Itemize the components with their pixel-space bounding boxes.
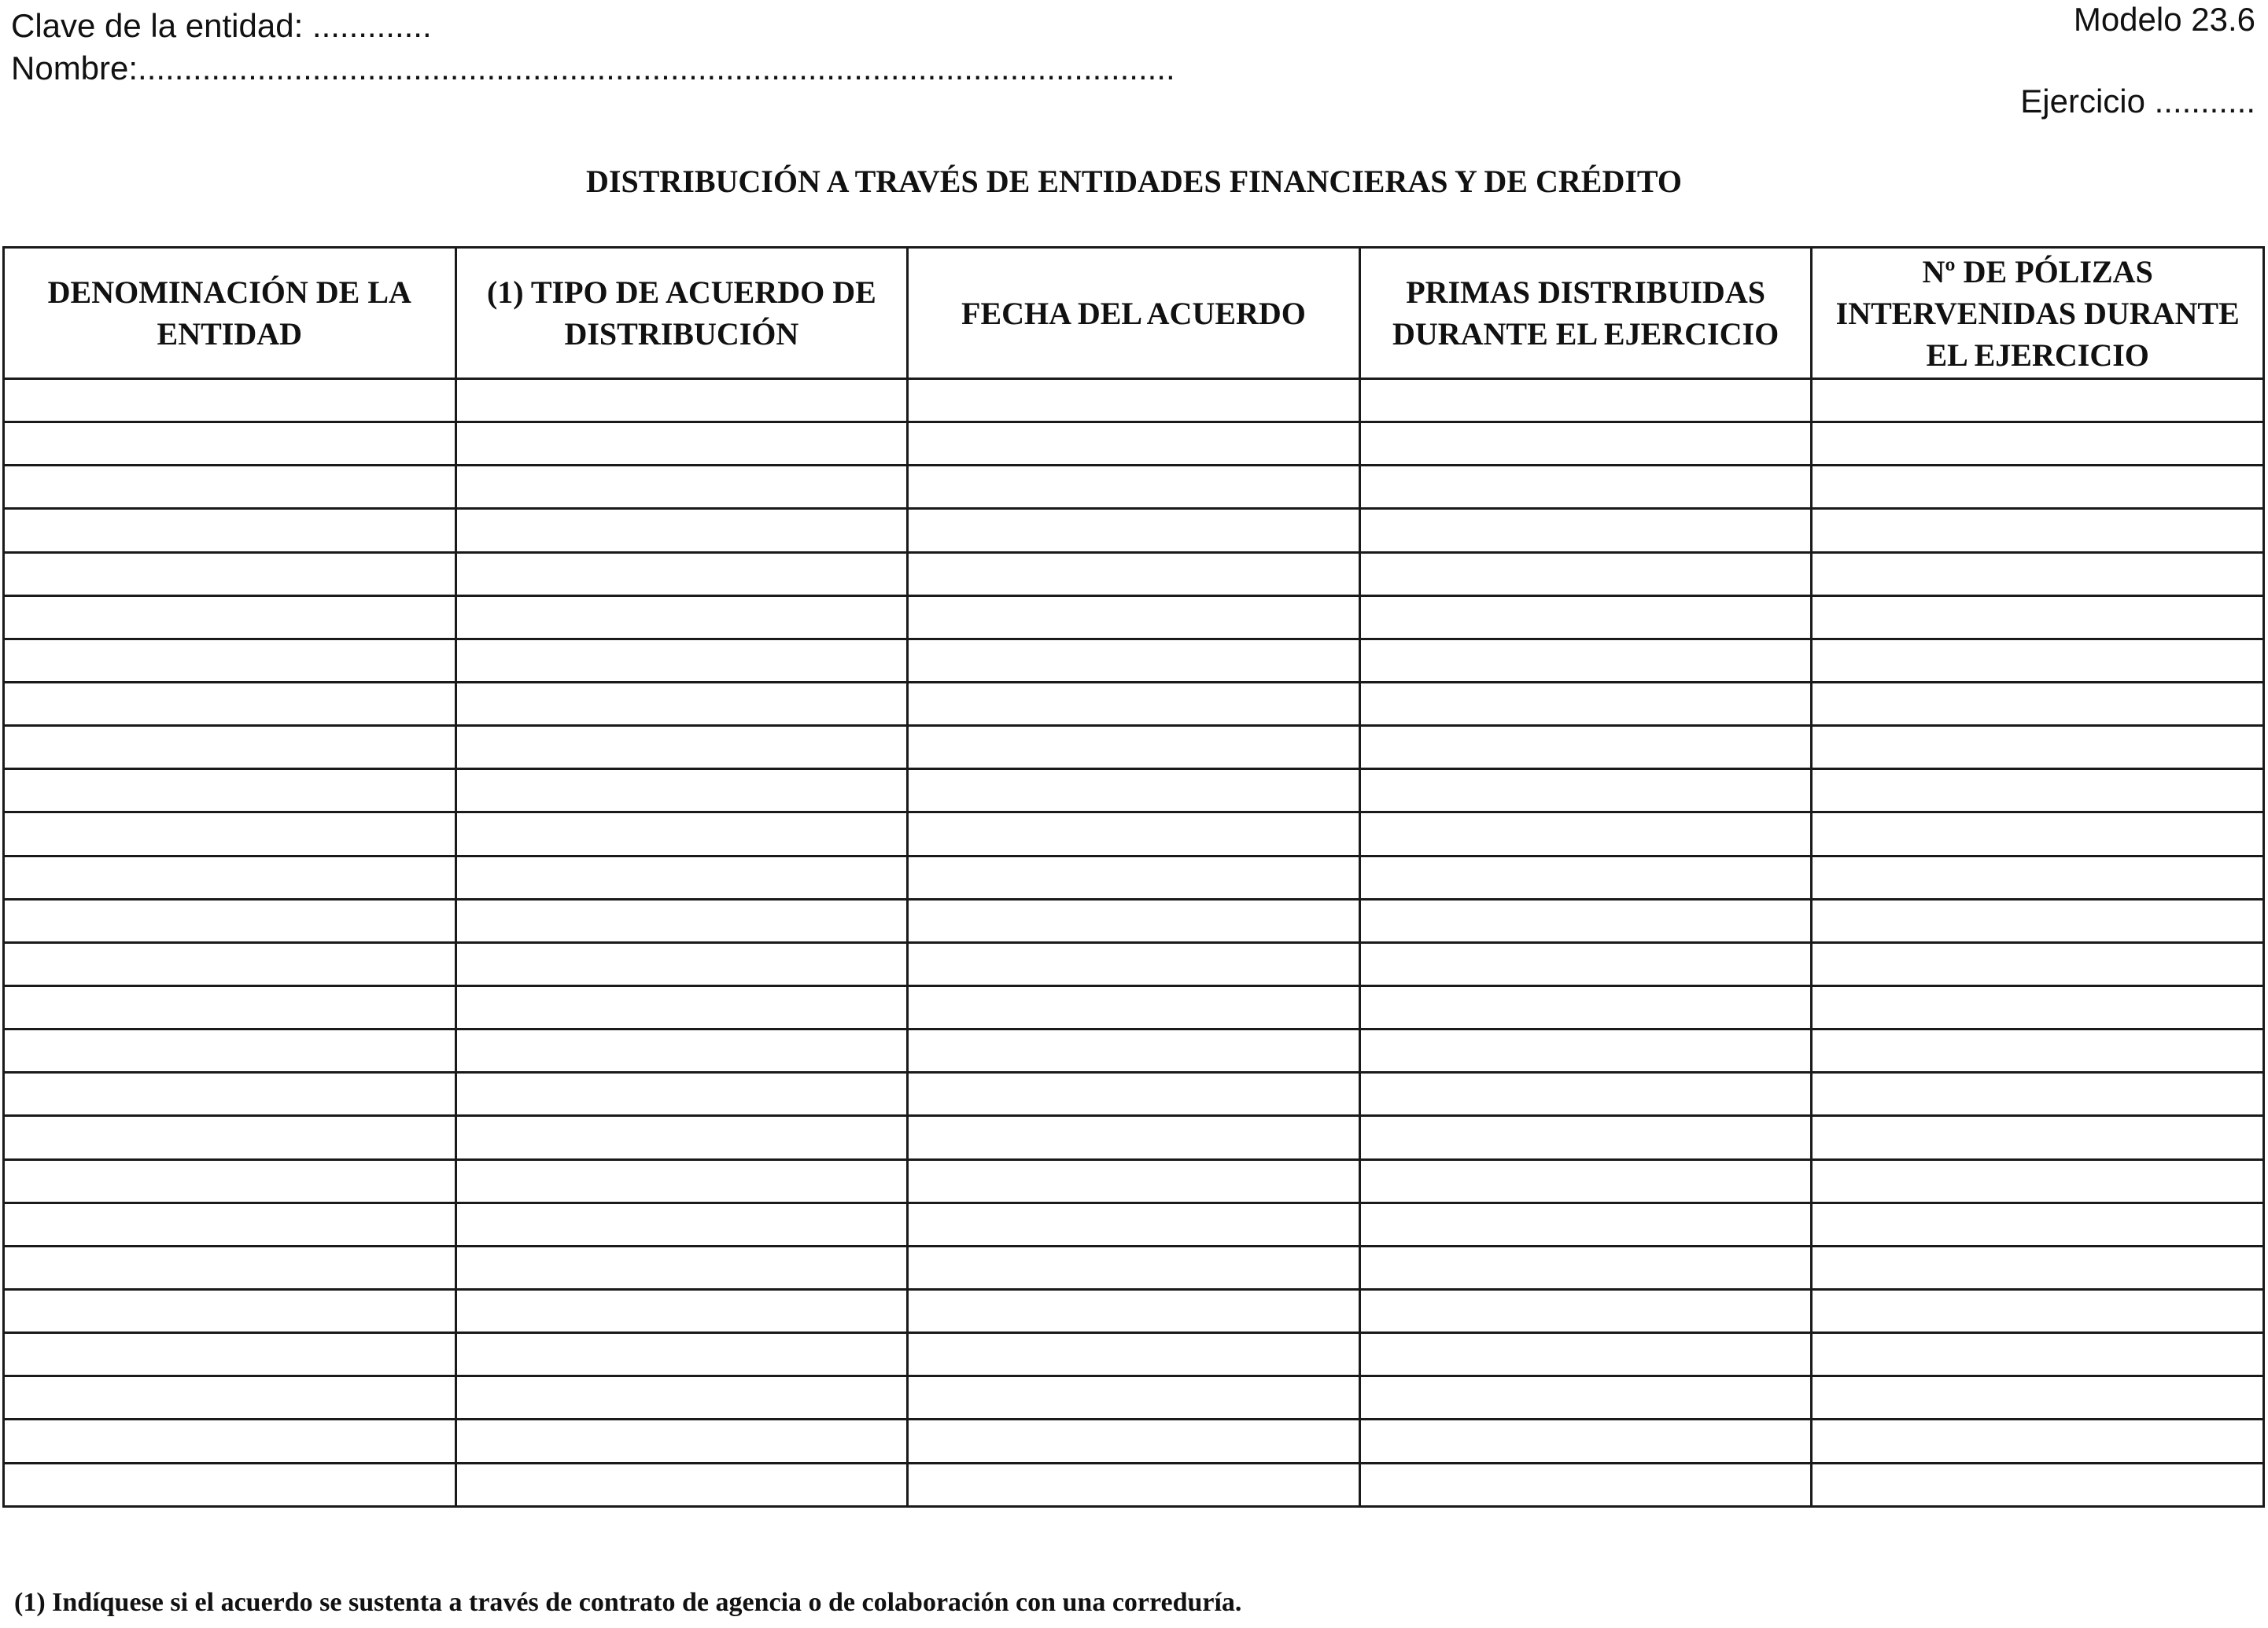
- policies-cell[interactable]: [1812, 1203, 2264, 1246]
- entity-name-cell[interactable]: [4, 1029, 456, 1073]
- premiums-cell[interactable]: [1359, 1289, 1812, 1332]
- agreement-type-cell[interactable]: [455, 379, 908, 422]
- agreement-date-cell[interactable]: [908, 466, 1360, 509]
- table-row: [4, 1116, 2264, 1159]
- premiums-cell[interactable]: [1359, 639, 1812, 682]
- entity-name-cell[interactable]: [4, 1073, 456, 1116]
- premiums-cell[interactable]: [1359, 726, 1812, 769]
- agreement-type-cell[interactable]: [455, 595, 908, 639]
- column-header-agreement-date: FECHA DEL ACUERDO: [908, 248, 1360, 379]
- entity-name-cell[interactable]: [4, 726, 456, 769]
- agreement-type-cell[interactable]: [455, 726, 908, 769]
- policies-cell[interactable]: [1812, 985, 2264, 1029]
- agreement-type-cell[interactable]: [455, 1420, 908, 1463]
- table-row: [4, 985, 2264, 1029]
- premiums-cell[interactable]: [1359, 552, 1812, 595]
- premiums-cell[interactable]: [1359, 942, 1812, 985]
- policies-cell[interactable]: [1812, 812, 2264, 856]
- table-row: [4, 1029, 2264, 1073]
- agreement-type-cell[interactable]: [455, 856, 908, 899]
- policies-cell[interactable]: [1812, 1376, 2264, 1420]
- agreement-date-cell[interactable]: [908, 1073, 1360, 1116]
- premiums-cell[interactable]: [1359, 466, 1812, 509]
- premiums-cell[interactable]: [1359, 1376, 1812, 1420]
- agreement-date-cell[interactable]: [908, 899, 1360, 942]
- entity-name-cell[interactable]: [4, 509, 456, 552]
- premiums-cell[interactable]: [1359, 422, 1812, 466]
- agreement-date-cell[interactable]: [908, 682, 1360, 725]
- table-row: [4, 1159, 2264, 1203]
- policies-cell[interactable]: [1812, 379, 2264, 422]
- agreement-type-cell[interactable]: [455, 1463, 908, 1506]
- column-header-policies: Nº DE PÓLIZAS INTERVENIDAS DURANTE EL EJERCICIO: [1812, 248, 2264, 379]
- table-row: [4, 1073, 2264, 1116]
- entity-name-cell[interactable]: [4, 812, 456, 856]
- agreement-date-cell[interactable]: [908, 1116, 1360, 1159]
- entity-name-cell[interactable]: [4, 1203, 456, 1246]
- agreement-type-cell[interactable]: [455, 509, 908, 552]
- table-row: [4, 552, 2264, 595]
- table-row: [4, 379, 2264, 422]
- entity-name-cell[interactable]: [4, 1159, 456, 1203]
- policies-cell[interactable]: [1812, 595, 2264, 639]
- entity-name-cell[interactable]: [4, 639, 456, 682]
- policies-cell[interactable]: [1812, 1420, 2264, 1463]
- agreement-date-cell[interactable]: [908, 942, 1360, 985]
- policies-cell[interactable]: [1812, 466, 2264, 509]
- agreement-date-cell[interactable]: [908, 422, 1360, 466]
- premiums-cell[interactable]: [1359, 1203, 1812, 1246]
- table-row: [4, 509, 2264, 552]
- agreement-date-cell[interactable]: [908, 1333, 1360, 1376]
- table-row: [4, 682, 2264, 725]
- agreement-type-cell[interactable]: [455, 1333, 908, 1376]
- policies-cell[interactable]: [1812, 1073, 2264, 1116]
- agreement-type-cell[interactable]: [455, 1246, 908, 1289]
- table-row: [4, 639, 2264, 682]
- fiscal-year-field: Ejercicio ...........: [2020, 83, 2255, 120]
- entity-name-cell[interactable]: [4, 769, 456, 812]
- agreement-type-cell[interactable]: [455, 769, 908, 812]
- agreement-type-cell[interactable]: [455, 552, 908, 595]
- agreement-date-cell[interactable]: [908, 595, 1360, 639]
- page-title: DISTRIBUCIÓN A TRAVÉS DE ENTIDADES FINANCIERAS Y DE CRÉDITO: [586, 164, 1682, 199]
- column-header-premiums: PRIMAS DISTRIBUIDAS DURANTE EL EJERCICIO: [1359, 248, 1812, 379]
- entity-name-cell[interactable]: [4, 379, 456, 422]
- agreement-date-cell[interactable]: [908, 856, 1360, 899]
- table-row: [4, 422, 2264, 466]
- table-row: [4, 1289, 2264, 1332]
- policies-cell[interactable]: [1812, 1029, 2264, 1073]
- premiums-cell[interactable]: [1359, 1116, 1812, 1159]
- table-row: [4, 1246, 2264, 1289]
- table-header-row: [4, 248, 2264, 379]
- agreement-type-cell[interactable]: [455, 1116, 908, 1159]
- agreement-type-cell[interactable]: [455, 639, 908, 682]
- column-header-entity-name: DENOMINACIÓN DE LA ENTIDAD: [4, 248, 456, 379]
- agreement-type-cell[interactable]: [455, 985, 908, 1029]
- agreement-date-cell[interactable]: [908, 985, 1360, 1029]
- entity-name-cell[interactable]: [4, 942, 456, 985]
- agreement-date-cell[interactable]: [908, 1159, 1360, 1203]
- table-row: [4, 1420, 2264, 1463]
- agreement-type-cell[interactable]: [455, 1073, 908, 1116]
- premiums-cell[interactable]: [1359, 1159, 1812, 1203]
- policies-cell[interactable]: [1812, 509, 2264, 552]
- premiums-cell[interactable]: [1359, 682, 1812, 725]
- policies-cell[interactable]: [1812, 1246, 2264, 1289]
- agreement-date-cell[interactable]: [908, 1203, 1360, 1246]
- entity-name-cell[interactable]: [4, 1116, 456, 1159]
- entity-name-cell[interactable]: [4, 552, 456, 595]
- entity-name-cell[interactable]: [4, 985, 456, 1029]
- agreement-type-cell[interactable]: [455, 1159, 908, 1203]
- agreement-type-cell[interactable]: [455, 899, 908, 942]
- agreement-date-cell[interactable]: [908, 812, 1360, 856]
- policies-cell[interactable]: [1812, 769, 2264, 812]
- agreement-date-cell[interactable]: [908, 509, 1360, 552]
- policies-cell[interactable]: [1812, 1463, 2264, 1506]
- table-row: [4, 726, 2264, 769]
- agreement-type-cell[interactable]: [455, 812, 908, 856]
- premiums-cell[interactable]: [1359, 509, 1812, 552]
- distribution-table: [2, 246, 2265, 1508]
- policies-cell[interactable]: [1812, 552, 2264, 595]
- table-row: [4, 595, 2264, 639]
- premiums-cell[interactable]: [1359, 1463, 1812, 1506]
- table-row: [4, 466, 2264, 509]
- premiums-cell[interactable]: [1359, 1420, 1812, 1463]
- premiums-cell[interactable]: [1359, 1246, 1812, 1289]
- premiums-cell[interactable]: [1359, 856, 1812, 899]
- footnote: (1) Indíquese si el acuerdo se sustenta a través de contrato de agencia o de colaboración con una correduría.: [14, 1588, 1242, 1617]
- entity-name-cell[interactable]: [4, 856, 456, 899]
- policies-cell[interactable]: [1812, 899, 2264, 942]
- table-row: [4, 769, 2264, 812]
- policies-cell[interactable]: [1812, 422, 2264, 466]
- agreement-date-cell[interactable]: [908, 769, 1360, 812]
- table-row: [4, 1203, 2264, 1246]
- table-row: [4, 942, 2264, 985]
- table-row: [4, 1463, 2264, 1506]
- agreement-date-cell[interactable]: [908, 726, 1360, 769]
- agreement-date-cell[interactable]: [908, 639, 1360, 682]
- agreement-type-cell[interactable]: [455, 682, 908, 725]
- column-header-agreement-type: (1) TIPO DE ACUERDO DE DISTRIBUCIÓN: [455, 248, 908, 379]
- premiums-cell[interactable]: [1359, 1073, 1812, 1116]
- policies-cell[interactable]: [1812, 639, 2264, 682]
- agreement-date-cell[interactable]: [908, 1246, 1360, 1289]
- entity-name-cell[interactable]: [4, 899, 456, 942]
- premiums-cell[interactable]: [1359, 379, 1812, 422]
- agreement-type-cell[interactable]: [455, 422, 908, 466]
- entity-name-cell[interactable]: [4, 1376, 456, 1420]
- premiums-cell[interactable]: [1359, 769, 1812, 812]
- agreement-date-cell[interactable]: [908, 379, 1360, 422]
- entity-code-field: Clave de la entidad: .............: [11, 7, 432, 44]
- policies-cell[interactable]: [1812, 1289, 2264, 1332]
- agreement-type-cell[interactable]: [455, 942, 908, 985]
- entity-name-cell[interactable]: [4, 1463, 456, 1506]
- agreement-type-cell[interactable]: [455, 1029, 908, 1073]
- premiums-cell[interactable]: [1359, 812, 1812, 856]
- table-body: [4, 379, 2264, 1507]
- policies-cell[interactable]: [1812, 942, 2264, 985]
- policies-cell[interactable]: [1812, 726, 2264, 769]
- entity-name-cell[interactable]: [4, 1420, 456, 1463]
- entity-name-cell[interactable]: [4, 1289, 456, 1332]
- agreement-type-cell[interactable]: [455, 1376, 908, 1420]
- agreement-type-cell[interactable]: [455, 1289, 908, 1332]
- policies-cell[interactable]: [1812, 856, 2264, 899]
- entity-name-cell[interactable]: [4, 1333, 456, 1376]
- entity-name-cell[interactable]: [4, 682, 456, 725]
- table-row: [4, 1376, 2264, 1420]
- premiums-cell[interactable]: [1359, 1333, 1812, 1376]
- agreement-type-cell[interactable]: [455, 1203, 908, 1246]
- policies-cell[interactable]: [1812, 1116, 2264, 1159]
- agreement-type-cell[interactable]: [455, 466, 908, 509]
- entity-name-field: Nombre:.................................................................................................................: [11, 50, 1175, 87]
- policies-cell[interactable]: [1812, 682, 2264, 725]
- table-row: [4, 899, 2264, 942]
- premiums-cell[interactable]: [1359, 985, 1812, 1029]
- table-row: [4, 1333, 2264, 1376]
- table-row: [4, 812, 2264, 856]
- table-row: [4, 856, 2264, 899]
- model-number: Modelo 23.6: [2073, 1, 2255, 38]
- entity-name-cell[interactable]: [4, 1246, 456, 1289]
- policies-cell[interactable]: [1812, 1333, 2264, 1376]
- entity-name-cell[interactable]: [4, 422, 456, 466]
- agreement-date-cell[interactable]: [908, 1376, 1360, 1420]
- premiums-cell[interactable]: [1359, 595, 1812, 639]
- premiums-cell[interactable]: [1359, 1029, 1812, 1073]
- premiums-cell[interactable]: [1359, 899, 1812, 942]
- agreement-date-cell[interactable]: [908, 1463, 1360, 1506]
- agreement-date-cell[interactable]: [908, 1029, 1360, 1073]
- entity-name-cell[interactable]: [4, 466, 456, 509]
- agreement-date-cell[interactable]: [908, 1420, 1360, 1463]
- agreement-date-cell[interactable]: [908, 552, 1360, 595]
- policies-cell[interactable]: [1812, 1159, 2264, 1203]
- agreement-date-cell[interactable]: [908, 1289, 1360, 1332]
- entity-name-cell[interactable]: [4, 595, 456, 639]
